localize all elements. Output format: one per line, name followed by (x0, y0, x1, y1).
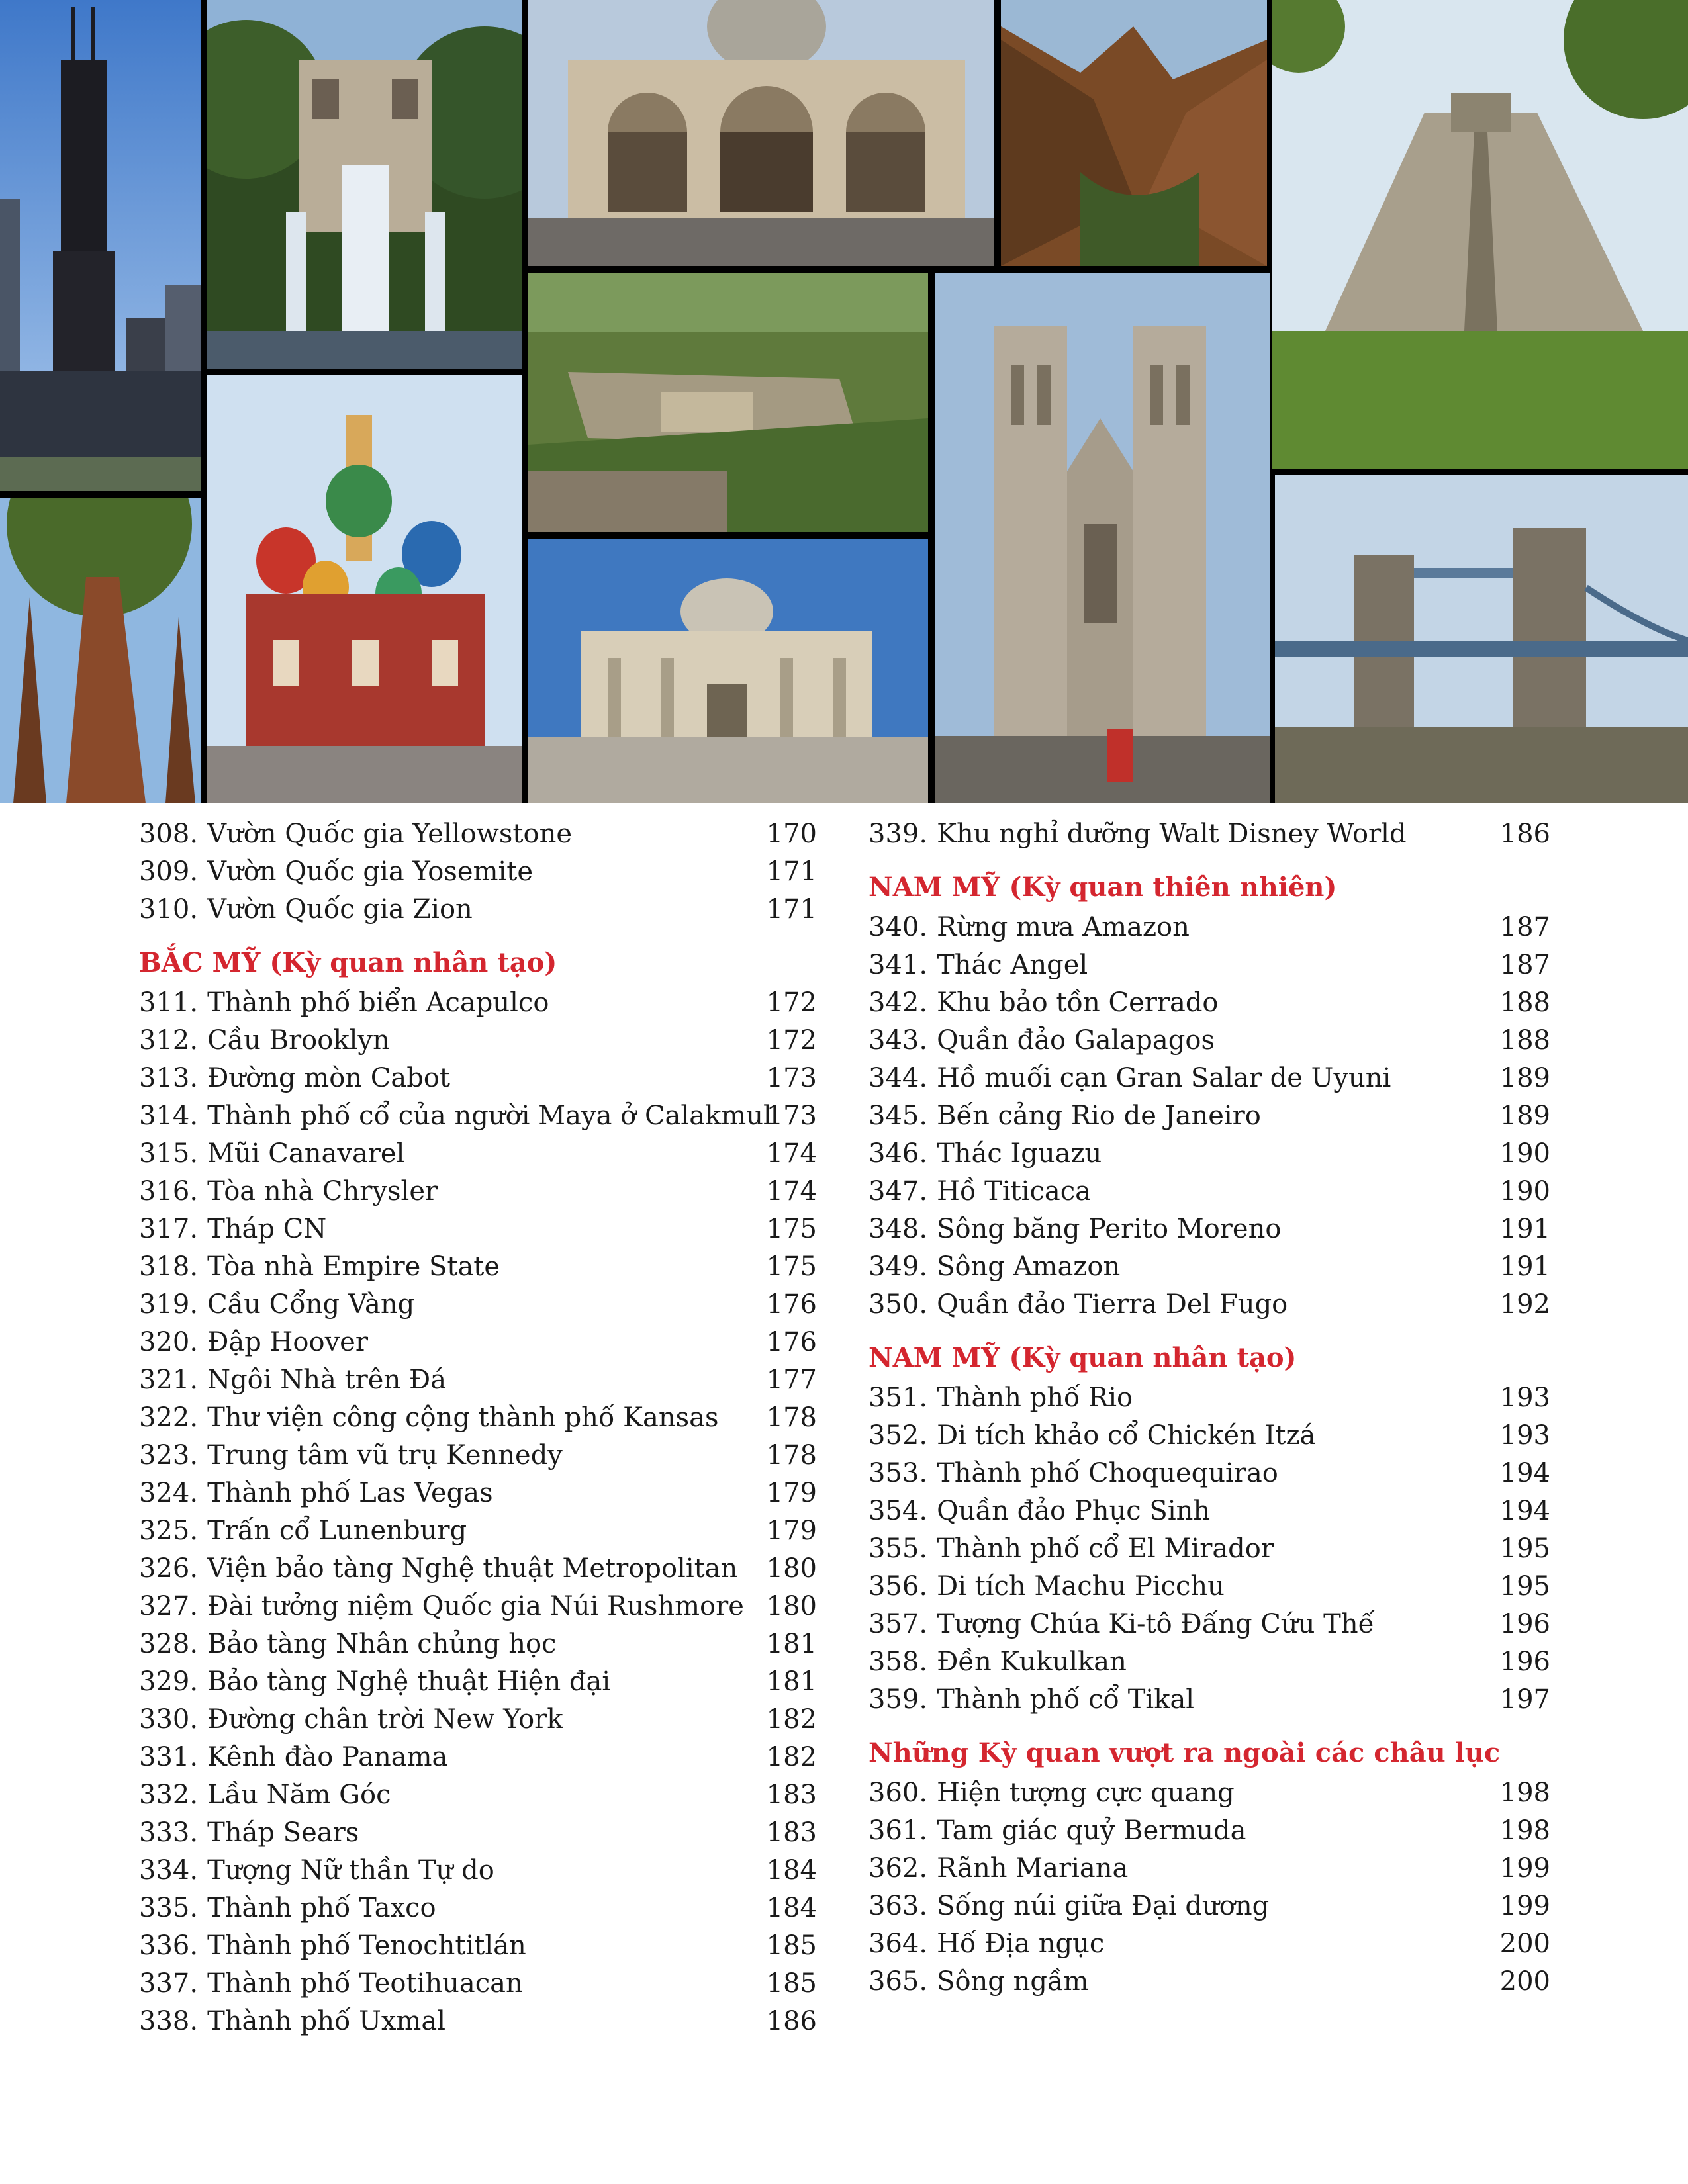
toc-entry-title: Di tích Machu Picchu (937, 1571, 1225, 1602)
toc-entry-number: 340. (868, 912, 928, 942)
toc-entry-page-number: 182 (766, 1742, 817, 1772)
toc-entry-number: 326. (139, 1553, 199, 1584)
photo-westminster-abbey (935, 273, 1270, 803)
toc-entry-number: 320. (139, 1327, 199, 1357)
toc-entry-title: Trấn cổ Lunenburg (207, 1516, 467, 1546)
toc-entry-page-number: 172 (766, 1025, 817, 1056)
toc-entry-title: Cầu Cổng Vàng (207, 1289, 415, 1320)
toc-entry-page-number: 181 (766, 1629, 817, 1659)
toc-entry[interactable] (139, 1399, 817, 1437)
toc-entry-number: 343. (868, 1025, 928, 1056)
toc-entry-page-number: 194 (1499, 1496, 1550, 1526)
toc-entry-number: 339. (868, 819, 928, 849)
toc-entry-number: 349. (868, 1251, 928, 1282)
photo-villa-fountains (207, 0, 522, 369)
toc-entry-number: 322. (139, 1402, 199, 1433)
toc-entry[interactable] (139, 1475, 817, 1512)
toc-entry[interactable] (139, 1022, 817, 1060)
toc-entry-page-number: 193 (1499, 1420, 1550, 1451)
toc-entry-page-number: 198 (1499, 1778, 1550, 1808)
toc-entry-page-number: 193 (1499, 1383, 1550, 1413)
toc-entry-title: Kênh đào Panama (207, 1742, 448, 1772)
toc-entry-number: 337. (139, 1968, 199, 1999)
section-heading: Những Kỳ quan vượt ra ngoài các châu lục (868, 1737, 1501, 1768)
toc-entry-number: 342. (868, 987, 928, 1018)
toc-entry-title: Vườn Quốc gia Yosemite (207, 856, 534, 887)
toc-entry-number: 355. (868, 1533, 928, 1564)
toc-entry[interactable] (868, 1963, 1550, 2001)
toc-entry-title: Tượng Chúa Ki-tô Đấng Cứu Thế (937, 1609, 1375, 1639)
toc-entry[interactable] (139, 891, 817, 929)
toc-entry-page-number: 191 (1499, 1251, 1550, 1282)
toc-entry-title: Quần đảo Phục Sinh (937, 1496, 1211, 1526)
toc-entry-title: Khu bảo tồn Cerrado (937, 987, 1219, 1018)
toc-entry[interactable] (868, 1812, 1550, 1850)
toc-entry-title: Ngôi Nhà trên Đá (207, 1365, 447, 1395)
toc-entry-title: Vườn Quốc gia Yellowstone (207, 819, 572, 849)
toc-entry-number: 361. (868, 1815, 928, 1846)
toc-entry-number: 344. (868, 1063, 928, 1093)
toc-entry-page-number: 187 (1499, 950, 1550, 980)
toc-entry-page-number: 185 (766, 1931, 817, 1961)
toc-entry[interactable] (139, 1324, 817, 1361)
toc-entry-title: Thành phố Teotihuacan (207, 1968, 523, 1999)
toc-entry-number: 319. (139, 1289, 199, 1320)
toc-entry[interactable] (139, 1927, 817, 1965)
toc-entry-page-number: 189 (1499, 1063, 1550, 1093)
toc-entry-title: Bảo tàng Nghệ thuật Hiện đại (207, 1666, 611, 1697)
toc-entry[interactable] (868, 1248, 1550, 1286)
toc-entry[interactable] (868, 1888, 1550, 1925)
toc-entry[interactable] (139, 1739, 817, 1776)
toc-entry-number: 341. (868, 950, 928, 980)
toc-entry-page-number: 183 (766, 1780, 817, 1810)
toc-entry-page-number: 191 (1499, 1214, 1550, 1244)
toc-entry[interactable] (139, 1437, 817, 1475)
toc-entry-page-number: 176 (766, 1327, 817, 1357)
toc-entry[interactable] (868, 1286, 1550, 1324)
toc-entry-page-number: 200 (1499, 1929, 1550, 1959)
toc-entry-number: 350. (868, 1289, 928, 1320)
toc-entry-page-number: 194 (1499, 1458, 1550, 1488)
toc-entry-number: 357. (868, 1609, 928, 1639)
toc-entry-title: Hồ muối cạn Gran Salar de Uyuni (937, 1063, 1391, 1093)
toc-entry[interactable] (868, 1455, 1550, 1492)
toc-entry-title: Sông Amazon (937, 1251, 1121, 1282)
toc-entry-number: 327. (139, 1591, 199, 1621)
toc-entry-number: 308. (139, 819, 199, 849)
toc-entry-title: Thành phố Rio (937, 1383, 1133, 1413)
toc-entry-number: 323. (139, 1440, 199, 1471)
toc-entry-title: Cầu Brooklyn (207, 1025, 390, 1056)
toc-entry-number: 328. (139, 1629, 199, 1659)
toc-entry[interactable] (139, 1889, 817, 1927)
toc-entry[interactable] (139, 1286, 817, 1324)
toc-entry-title: Tòa nhà Chrysler (207, 1176, 438, 1206)
toc-entry-number: 364. (868, 1929, 928, 1959)
toc-column-right (868, 815, 1550, 2001)
toc-entry[interactable] (139, 1852, 817, 1889)
toc-entry-number: 315. (139, 1138, 199, 1169)
section-heading: NAM MỸ (Kỳ quan thiên nhiên) (868, 872, 1337, 903)
toc-entry-title: Hiện tượng cực quang (937, 1778, 1235, 1808)
toc-entry-title: Đường mòn Cabot (207, 1063, 450, 1093)
toc-entry-number: 363. (868, 1891, 928, 1921)
toc-entry-page-number: 188 (1499, 1025, 1550, 1056)
toc-entry[interactable] (868, 1492, 1550, 1530)
toc-entry-number: 324. (139, 1478, 199, 1508)
toc-entry-title: Di tích khảo cổ Chickén Itzá (937, 1420, 1316, 1451)
toc-entry-number: 347. (868, 1176, 928, 1206)
toc-entry-number: 317. (139, 1214, 199, 1244)
toc-entry[interactable] (868, 1135, 1550, 1173)
toc-entry-number: 351. (868, 1383, 928, 1413)
toc-entry-title: Thành phố Uxmal (207, 2006, 445, 2036)
toc-entry-number: 338. (139, 2006, 199, 2036)
toc-entry[interactable] (868, 1850, 1550, 1888)
toc-entry[interactable] (139, 1965, 817, 2003)
toc-entry-title: Thành phố cổ El Mirador (937, 1533, 1274, 1564)
toc-entry-number: 311. (139, 987, 199, 1018)
toc-entry[interactable] (868, 1568, 1550, 1606)
toc-entry[interactable] (139, 1097, 817, 1135)
toc-entry-page-number: 180 (766, 1553, 817, 1584)
toc-entry-title: Trung tâm vũ trụ Kennedy (207, 1440, 563, 1471)
toc-entry[interactable] (868, 815, 1550, 853)
toc-entry-title: Sông băng Perito Moreno (937, 1214, 1282, 1244)
toc-entry-number: 360. (868, 1778, 928, 1808)
toc-entry-number: 331. (139, 1742, 199, 1772)
toc-entry-number: 314. (139, 1101, 199, 1131)
toc-entry-number: 321. (139, 1365, 199, 1395)
toc-entry-page-number: 174 (766, 1176, 817, 1206)
toc-entry[interactable] (868, 984, 1550, 1022)
toc-entry-number: 365. (868, 1966, 928, 1997)
photo-tower-bridge (1275, 475, 1688, 803)
toc-entry-number: 362. (868, 1853, 928, 1884)
toc-entry-number: 312. (139, 1025, 199, 1056)
toc-entry-page-number: 178 (766, 1402, 817, 1433)
photo-sequoia-tree (0, 498, 201, 803)
toc-entry-title: Viện bảo tàng Nghệ thuật Metropolitan (207, 1553, 738, 1584)
toc-entry-title: Vườn Quốc gia Zion (207, 894, 473, 925)
toc-entry[interactable] (139, 1173, 817, 1210)
toc-entry-number: 346. (868, 1138, 928, 1169)
toc-entry[interactable] (139, 1663, 817, 1701)
toc-entry[interactable] (868, 1173, 1550, 1210)
toc-entry[interactable] (868, 909, 1550, 946)
toc-entry-title: Thành phố Tenochtitlán (207, 1931, 526, 1961)
toc-entry-number: 359. (868, 1684, 928, 1715)
toc-entry-title: Quần đảo Tierra Del Fugo (937, 1289, 1288, 1320)
toc-entry-title: Thác Iguazu (937, 1138, 1102, 1169)
toc-entry-number: 345. (868, 1101, 928, 1131)
toc-entry-page-number: 174 (766, 1138, 817, 1169)
toc-entry-page-number: 178 (766, 1440, 817, 1471)
toc-entry[interactable] (868, 1060, 1550, 1097)
toc-entry-page-number: 170 (766, 819, 817, 849)
toc-entry-page-number: 195 (1499, 1533, 1550, 1564)
toc-entry-page-number: 171 (766, 856, 817, 887)
toc-entry-title: Đền Kukulkan (937, 1647, 1127, 1677)
toc-entry-page-number: 186 (1499, 819, 1550, 849)
toc-entry[interactable] (868, 1417, 1550, 1455)
toc-entry-page-number: 171 (766, 894, 817, 925)
toc-entry-page-number: 186 (766, 2006, 817, 2036)
toc-entry-page-number: 190 (1499, 1138, 1550, 1169)
toc-entry-title: Thư viện công cộng thành phố Kansas (207, 1402, 719, 1433)
toc-entry[interactable] (139, 815, 817, 853)
toc-entry[interactable] (139, 1776, 817, 1814)
section-heading: BẮC MỸ (Kỳ quan nhân tạo) (139, 947, 557, 978)
toc-entry-page-number: 187 (1499, 912, 1550, 942)
toc-entry-title: Bảo tàng Nhân chủng học (207, 1629, 557, 1659)
toc-entry-page-number: 173 (766, 1063, 817, 1093)
toc-entry-number: 332. (139, 1780, 199, 1810)
toc-entry[interactable] (139, 1588, 817, 1625)
toc-column-left (139, 815, 817, 2040)
toc-entry[interactable] (868, 1606, 1550, 1643)
toc-entry[interactable] (139, 1550, 817, 1588)
toc-entry[interactable] (139, 1625, 817, 1663)
toc-entry-title: Thành phố cổ Tikal (937, 1684, 1195, 1715)
toc-entry-number: 348. (868, 1214, 928, 1244)
toc-entry-page-number: 182 (766, 1704, 817, 1735)
toc-entry-title: Tháp Sears (207, 1817, 359, 1848)
toc-entry-title: Rãnh Mariana (937, 1853, 1129, 1884)
toc-entry[interactable] (139, 1512, 817, 1550)
toc-entry-page-number: 181 (766, 1666, 817, 1697)
toc-entry-title: Hồ Titicaca (937, 1176, 1091, 1206)
toc-entry-number: 310. (139, 894, 199, 925)
toc-entry-title: Thành phố Taxco (207, 1893, 436, 1923)
toc-entry[interactable] (868, 1681, 1550, 1719)
toc-entry-title: Khu nghỉ dưỡng Walt Disney World (937, 819, 1407, 849)
toc-entry-number: 358. (868, 1647, 928, 1677)
toc-entry-title: Sống núi giữa Đại dương (937, 1891, 1270, 1921)
toc-entry[interactable] (139, 1361, 817, 1399)
toc-entry-title: Hố Địa ngục (937, 1929, 1105, 1959)
toc-entry-page-number: 177 (766, 1365, 817, 1395)
toc-entry-page-number: 199 (1499, 1853, 1550, 1884)
toc-entry[interactable] (868, 1097, 1550, 1135)
toc-entry-page-number: 199 (1499, 1891, 1550, 1921)
toc-entry-number: 325. (139, 1516, 199, 1546)
toc-entry-title: Thành phố Las Vegas (207, 1478, 493, 1508)
toc-entry-title: Thác Angel (937, 950, 1088, 980)
toc-entry-title: Thành phố cổ của người Maya ở Calakmul (207, 1101, 772, 1131)
toc-entry-page-number: 196 (1499, 1609, 1550, 1639)
toc-entry-title: Quần đảo Galapagos (937, 1025, 1215, 1056)
toc-entry-page-number: 198 (1499, 1815, 1550, 1846)
toc-entry[interactable] (139, 1210, 817, 1248)
toc-entry-title: Tháp CN (207, 1214, 327, 1244)
toc-entry[interactable] (139, 2003, 817, 2040)
photo-windsor-castle (528, 273, 928, 532)
toc-entry[interactable] (868, 1530, 1550, 1568)
toc-entry-page-number: 196 (1499, 1647, 1550, 1677)
toc-entry[interactable] (868, 1643, 1550, 1681)
toc-entry-number: 313. (139, 1063, 199, 1093)
toc-entry-page-number: 190 (1499, 1176, 1550, 1206)
toc-entry-page-number: 200 (1499, 1966, 1550, 1997)
photo-st-marks-basilica (528, 0, 994, 266)
toc-entry-page-number: 192 (1499, 1289, 1550, 1320)
toc-entry-number: 330. (139, 1704, 199, 1735)
toc-entry-page-number: 189 (1499, 1101, 1550, 1131)
toc-entry-page-number: 183 (766, 1817, 817, 1848)
toc-entry-page-number: 184 (766, 1855, 817, 1886)
toc-entry-title: Tòa nhà Empire State (207, 1251, 500, 1282)
photo-chicago-skyline (0, 0, 201, 491)
toc-entry-page-number: 185 (766, 1968, 817, 1999)
toc-entry[interactable] (139, 1814, 817, 1852)
toc-entry[interactable] (139, 984, 817, 1022)
toc-entry-number: 356. (868, 1571, 928, 1602)
toc-entry[interactable] (868, 1022, 1550, 1060)
photo-st-basils (207, 375, 522, 803)
toc-entry-title: Sông ngầm (937, 1966, 1089, 1997)
toc-entry[interactable] (868, 1379, 1550, 1417)
toc-entry[interactable] (139, 1135, 817, 1173)
toc-entry-title: Tượng Nữ thần Tự do (207, 1855, 494, 1886)
toc-entry-title: Thành phố biển Acapulco (207, 987, 549, 1018)
toc-entry-number: 336. (139, 1931, 199, 1961)
toc-entry-page-number: 197 (1499, 1684, 1550, 1715)
section-heading: NAM MỸ (Kỳ quan nhân tạo) (868, 1342, 1297, 1373)
toc-entry-title: Đài tưởng niệm Quốc gia Núi Rushmore (207, 1591, 744, 1621)
toc-entry-page-number: 180 (766, 1591, 817, 1621)
toc-entry-title: Thành phố Choquequirao (937, 1458, 1278, 1488)
toc-entry-page-number: 188 (1499, 987, 1550, 1018)
toc-entry[interactable] (868, 1925, 1550, 1963)
toc-entry-number: 309. (139, 856, 199, 887)
toc-entry-number: 316. (139, 1176, 199, 1206)
toc-entry[interactable] (139, 853, 817, 891)
toc-entry-page-number: 179 (766, 1516, 817, 1546)
toc-entry-title: Bến cảng Rio de Janeiro (937, 1101, 1261, 1131)
toc-entry[interactable] (139, 1701, 817, 1739)
toc-entry[interactable] (868, 946, 1550, 984)
photo-st-peters (528, 539, 928, 803)
toc-entry-page-number: 179 (766, 1478, 817, 1508)
toc-entry[interactable] (868, 1774, 1550, 1812)
toc-entry-number: 335. (139, 1893, 199, 1923)
toc-entry-page-number: 173 (766, 1101, 817, 1131)
toc-entry-title: Lầu Năm Góc (207, 1780, 391, 1810)
toc-entry-number: 318. (139, 1251, 199, 1282)
toc-entry-number: 334. (139, 1855, 199, 1886)
photo-chichen-itza (1272, 0, 1688, 469)
toc-entry-page-number: 195 (1499, 1571, 1550, 1602)
toc-entry-page-number: 175 (766, 1214, 817, 1244)
toc-entry-title: Tam giác quỷ Bermuda (937, 1815, 1246, 1846)
photo-zion-canyon (1001, 0, 1267, 266)
toc-entry-number: 353. (868, 1458, 928, 1488)
toc-entry-page-number: 176 (766, 1289, 817, 1320)
toc-entry[interactable] (139, 1248, 817, 1286)
toc-entry-page-number: 184 (766, 1893, 817, 1923)
toc-entry-number: 333. (139, 1817, 199, 1848)
toc-entry-number: 354. (868, 1496, 928, 1526)
toc-entry-number: 352. (868, 1420, 928, 1451)
toc-entry-page-number: 172 (766, 987, 817, 1018)
toc-entry-title: Mũi Canavarel (207, 1138, 405, 1169)
toc-entry-page-number: 175 (766, 1251, 817, 1282)
toc-entry-title: Đập Hoover (207, 1327, 368, 1357)
toc-entry-title: Rừng mưa Amazon (937, 912, 1190, 942)
toc-entry-number: 329. (139, 1666, 199, 1697)
toc-entry[interactable] (868, 1210, 1550, 1248)
toc-entry[interactable] (139, 1060, 817, 1097)
photo-collage (0, 0, 1688, 803)
toc-entry-title: Đường chân trời New York (207, 1704, 563, 1735)
